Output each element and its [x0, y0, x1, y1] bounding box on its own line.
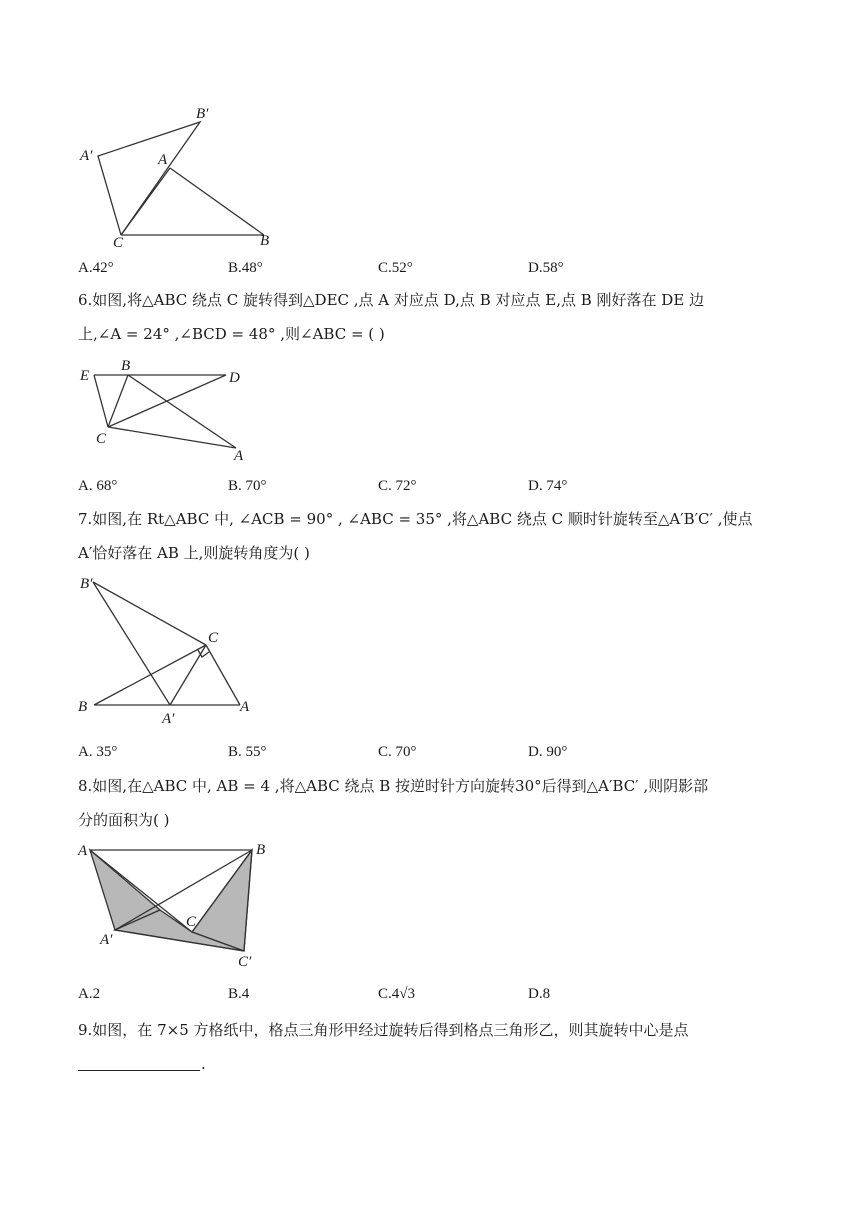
q8-text-line1: 8.如图,在△ABC 中, AB = 4 ,将△ABC 绕点 B 按逆时针方向旋转30°后得到△A′BC′ ,则阴影部	[78, 777, 709, 795]
q6-option-d[interactable]: D. 74°	[528, 478, 568, 494]
q5-figure	[76, 100, 286, 250]
q5-label-b: B	[260, 233, 270, 249]
q5-label-c: C	[113, 235, 124, 250]
q5-option-a[interactable]: A.42°	[78, 260, 114, 276]
q8-option-c[interactable]: C.4√3	[378, 986, 415, 1002]
q5-label-b-prime: B′	[196, 106, 209, 122]
q6-label-c: C	[96, 431, 107, 447]
q6-label-e: E	[80, 368, 90, 384]
q7-figure	[76, 570, 266, 730]
q5-label-a: A	[158, 152, 168, 168]
q9-text-line1: 9.如图，在 7×5 方格纸中，格点三角形甲经过旋转后得到格点三角形乙，则其旋转中心是点	[78, 1021, 689, 1039]
q7-label-a-prime: A′	[162, 711, 175, 727]
q7-label-c: C	[208, 630, 219, 646]
q7-option-d[interactable]: D. 90°	[528, 744, 568, 760]
q7-label-b-prime: B′	[80, 576, 93, 592]
q8-label-a-prime: A′	[100, 932, 113, 948]
q8-option-b[interactable]: B.4	[228, 986, 250, 1002]
q7-option-c[interactable]: C. 70°	[378, 744, 417, 760]
q6-label-b: B	[121, 358, 131, 374]
q6-option-c[interactable]: C. 72°	[378, 478, 417, 494]
q8-text-line2: 分的面积为( )	[78, 811, 170, 829]
q5-option-c[interactable]: C.52°	[378, 260, 413, 276]
q8-label-b: B	[256, 842, 266, 858]
q6-label-a: A	[234, 448, 244, 464]
q8-option-d[interactable]: D.8	[528, 986, 551, 1002]
q8-option-a[interactable]: A.2	[78, 986, 101, 1002]
q6-figure	[76, 355, 266, 465]
q7-option-a[interactable]: A. 35°	[78, 744, 118, 760]
q8-label-a: A	[78, 843, 88, 859]
q8-label-c-prime: C′	[238, 954, 252, 970]
q7-option-b[interactable]: B. 55°	[228, 744, 267, 760]
q7-label-b: B	[78, 699, 88, 715]
q7-label-a: A	[240, 699, 250, 715]
q9-answer-blank[interactable]	[78, 1070, 200, 1071]
q6-label-d: D	[229, 370, 240, 386]
q7-text-line1: 7.如图,在 Rt△ABC 中, ∠ACB = 90° , ∠ABC = 35° ,将△ABC 绕点 C 顺时针旋转至△A′B′C′ ,使点	[78, 510, 753, 528]
q5-label-a-prime: A′	[80, 148, 93, 164]
q8-figure	[76, 838, 276, 973]
q7-text-line2: A′恰好落在 AB 上,则旋转角度为( )	[78, 544, 310, 562]
q8-label-c: C	[186, 914, 197, 930]
q6-text-line1: 6.如图,将△ABC 绕点 C 旋转得到△DEC ,点 A 对应点 D,点 B 对应点 E,点 B 刚好落在 DE 边	[78, 291, 705, 309]
q6-option-b[interactable]: B. 70°	[228, 478, 267, 494]
q6-text-line2: 上,∠A = 24° ,∠BCD = 48° ,则∠ABC = ( )	[78, 325, 385, 343]
q9-line2-end: .	[201, 1055, 206, 1073]
q5-option-b[interactable]: B.48°	[228, 260, 263, 276]
q6-option-a[interactable]: A. 68°	[78, 478, 118, 494]
q5-option-d[interactable]: D.58°	[528, 260, 564, 276]
